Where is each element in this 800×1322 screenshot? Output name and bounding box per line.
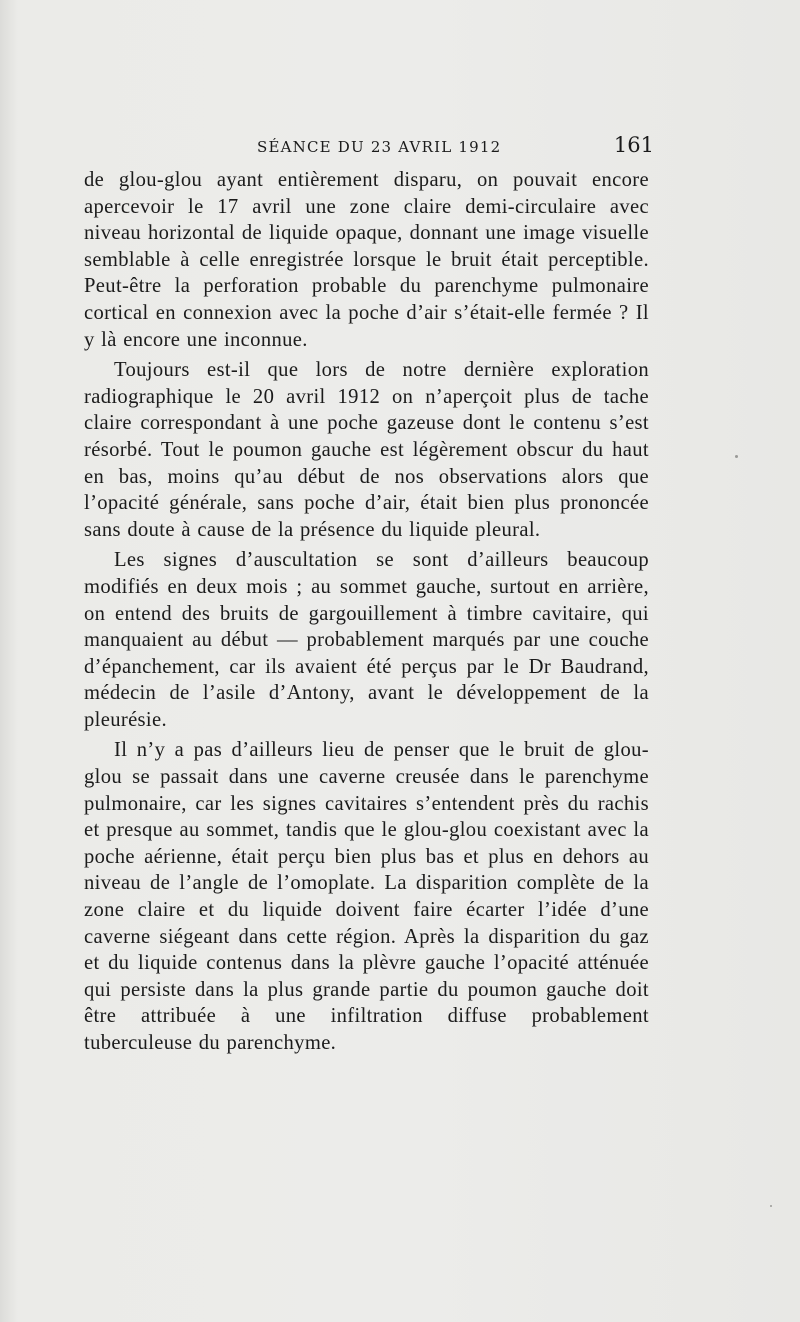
scan-speck: [770, 1205, 772, 1207]
running-title: SÉANCE DU 23 AVRIL 1912: [257, 138, 502, 156]
page-header: [84, 135, 654, 163]
body-text: [84, 167, 649, 1061]
paragraph-1: de glou-glou ayant entièrement disparu, on pouvait encore apercevoir le 17 avril une zone claire demi-circulaire avec niveau horizontal de liquide opaque, donnant une image visuelle semblable à celle enregistrée lorsque le bruit était perceptible. Peut-être la perforation probable du parenchyme pulmonaire cortical en connexion avec la poche d’air s’était-elle fermée ? Il y là encore une inconnue.: [84, 169, 649, 351]
scan-speck: [735, 455, 738, 458]
paragraph-2: Toujours est-il que lors de notre dernière exploration radiographique le 20 avril 1912 on n’aperçoit plus de tache claire correspondant à une poche gazeuse dont le contenu s’est résorbé. Tout le poumon gauche est légèrement obscur du haut en bas, moins qu’au début de nos observations alors que l’opacité générale, sans poche d’air, était bien plus prononcée sans doute à cause de la présence du liquide pleural.: [84, 359, 649, 541]
paragraph-4: Il n’y a pas d’ailleurs lieu de penser que le bruit de glou-glou se passait dans une caverne creusée dans le parenchyme pulmonaire, car les signes cavitaires s’entendent près du rachis et presque au sommet, tandis que le glou-glou coexistant avec la poche aérienne, était perçu bien plus bas et plus en dehors au niveau de l’angle de l’omoplate. La disparition complète de la zone claire et du liquide doivent faire écarter l’idée d’une caverne siégeant dans cette région. Après la disparition du gaz et du liquide contenus dans la plèvre gauche l’opacité atténuée qui persiste dans la plus grande partie du poumon gauche doit être attribuée à une infiltration diffuse probablement tuberculeuse du parenchyme.: [84, 739, 649, 1054]
paragraph-3: Les signes d’auscultation se sont d’ailleurs beaucoup modifiés en deux mois ; au sommet gauche, surtout en arrière, on entend des bruits de gargouillement à timbre cavitaire, qui manquaient au début — probablement marqués par une couche d’épanchement, car ils avaient été perçus par le Dr Baudrand, médecin de l’asile d’Antony, avant le développement de la pleurésie.: [84, 549, 649, 731]
page-number: 161: [613, 133, 654, 157]
